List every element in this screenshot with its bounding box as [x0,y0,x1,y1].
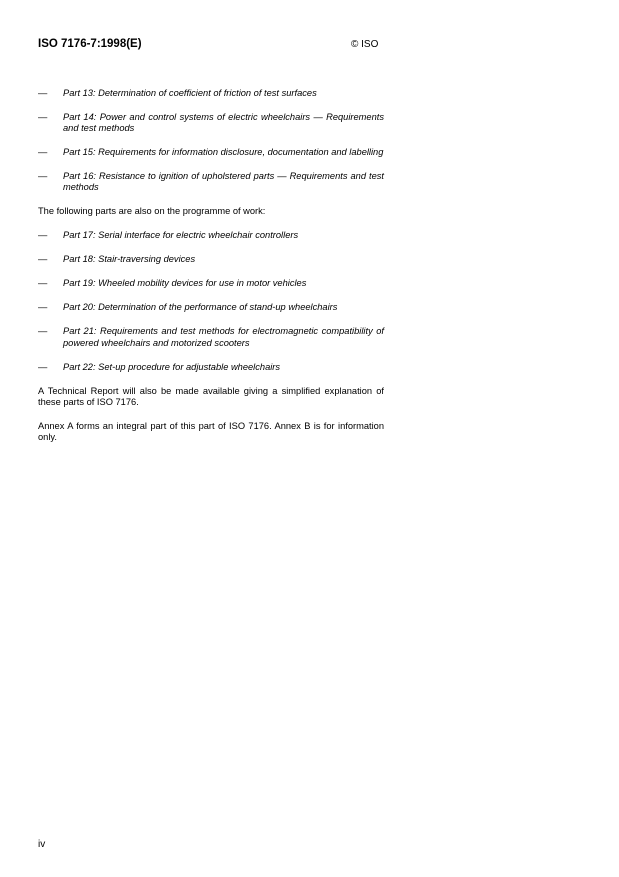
list-dash: — [38,302,48,313]
programme-intro: The following parts are also on the programme of work: [38,206,266,217]
list-item [38,147,384,158]
list-item-text: Part 22: Set-up procedure for adjustable wheelchairs [63,361,281,372]
list-dash: — [38,171,48,182]
list-dash: — [38,326,48,337]
list-item [38,326,384,348]
list-item [38,254,384,265]
list-dash: — [38,361,48,372]
list-item [38,302,384,313]
page-number: iv [38,839,46,850]
technical-report-paragraph: A Technical Report will also be made available giving a simplified explanation of these parts of ISO 7176. [38,385,384,407]
list-item-text: Part 13: Determination of coefficient of friction of test surfaces [63,88,317,98]
parts-list-current [38,88,384,194]
list-item-text: Part 16: Resistance to ignition of upholstered parts — Requirements and test methods [63,171,384,193]
list-dash: — [38,112,48,122]
parts-list-programme [38,230,384,372]
annex-paragraph: Annex A forms an integral part of this part of ISO 7176. Annex B is for information only. [38,420,384,443]
list-dash: — [38,147,48,158]
list-item-text: Part 20: Determination of the performance of stand-up wheelchairs [63,302,338,313]
list-item-text: Part 15: Requirements for information disclosure, documentation and labelling [63,147,384,158]
list-dash: — [38,230,48,241]
list-item [38,171,384,193]
list-item-text: Part 21: Requirements and test methods for electromagnetic compatibility of powered wheelchairs and motorized scooters [63,326,384,348]
copyright-notice: © ISO [351,39,379,50]
list-item [38,112,384,134]
list-item [38,278,384,289]
list-dash: — [38,88,48,98]
list-item-text: Part 14: Power and control systems of electric wheelchairs — Requirements and test methods [63,112,384,134]
list-dash: — [38,278,48,289]
list-item-text: Part 19: Wheeled mobility devices for use in motor vehicles [63,278,307,289]
list-dash: — [38,254,48,265]
list-item [38,362,384,373]
list-item-text: Part 18: Stair-traversing devices [63,254,196,265]
list-item-text: Part 17: Serial interface for electric wheelchair controllers [63,230,299,241]
document-id: ISO 7176-7:1998(E) [38,38,142,50]
list-item [38,88,384,99]
list-item [38,230,384,241]
page-content [38,88,384,456]
